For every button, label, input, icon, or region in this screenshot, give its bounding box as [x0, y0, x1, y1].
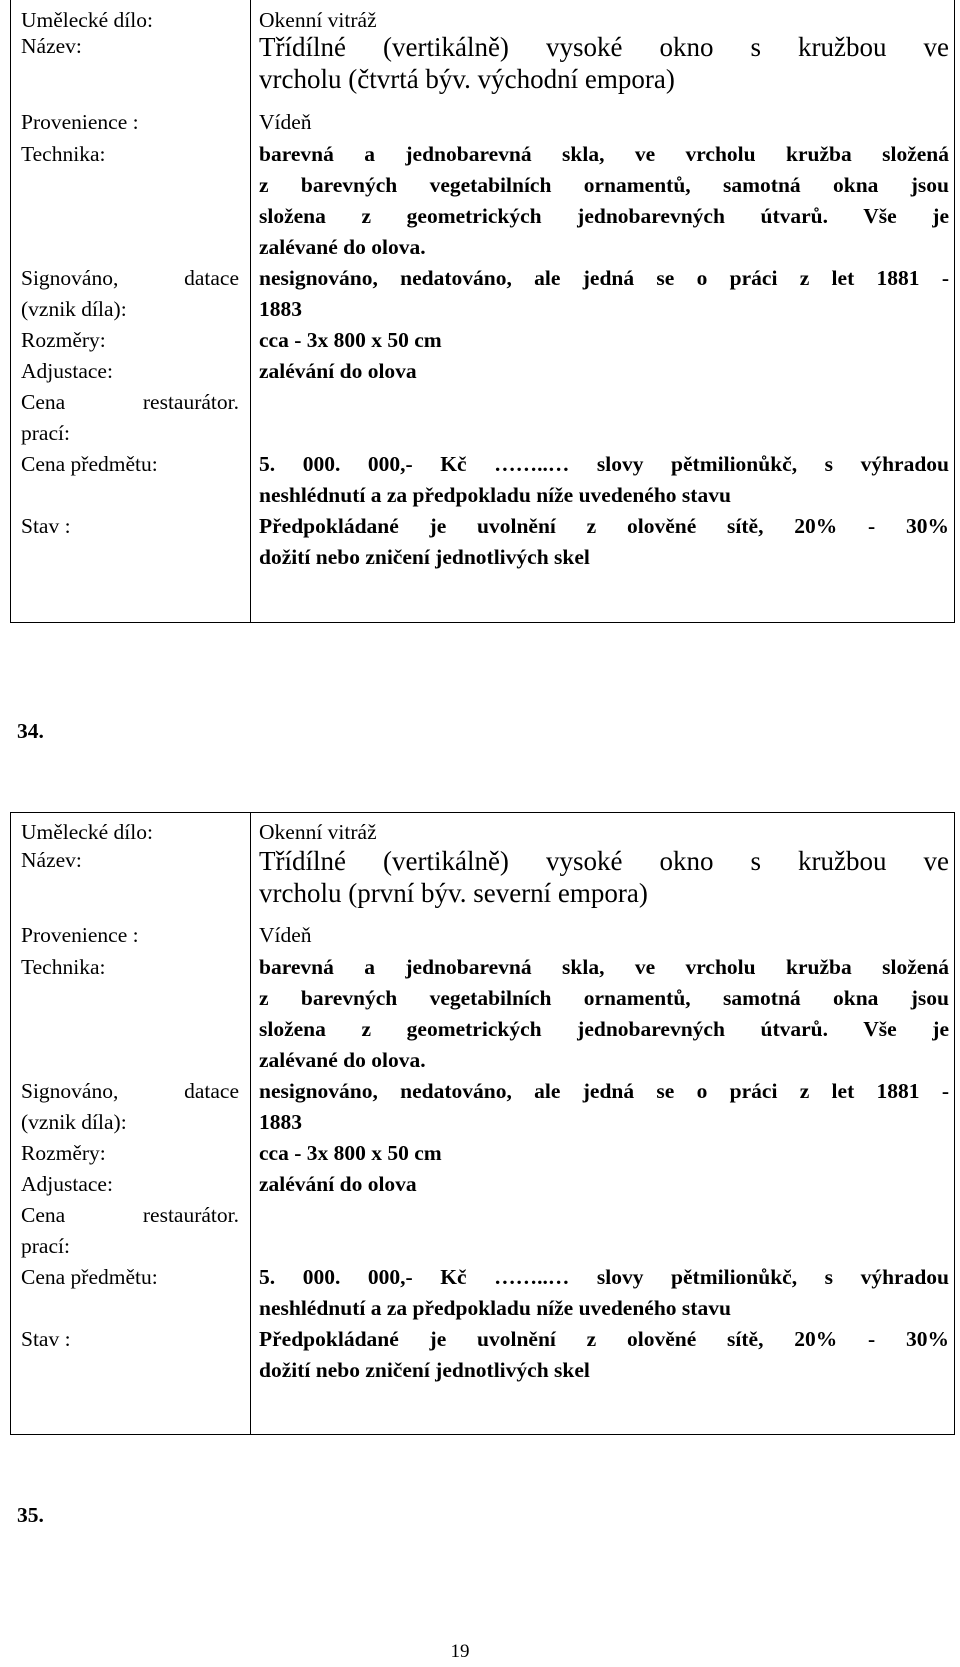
value-name-line1: Třídílné (vertikálně) vysoké okno s kružbou ve	[259, 846, 949, 876]
label-restoration-price-line2: prací:	[21, 1234, 70, 1258]
value-technique-line4: zalévané do olova.	[259, 235, 426, 259]
value-item-price-line2: neshlédnutí a za předpokladu níže uvedeného stavu	[259, 483, 731, 507]
value-technique-line1: barevná a jednobarevná skla, ve vrcholu kružba složená	[259, 955, 949, 979]
value-condition-line2: dožití nebo zničení jednotlivých skel	[259, 545, 590, 569]
value-provenance: Vídeň	[259, 110, 312, 134]
label-artwork: Umělecké dílo:	[21, 820, 153, 844]
page-number: 19	[450, 1641, 470, 1662]
value-signed	[259, 1076, 949, 1138]
value-item-price-line1: 5. 000. 000,- Kč ……..… slovy pětmilionůkč, s výhradou	[259, 1265, 949, 1289]
label-name: Název:	[21, 34, 82, 58]
value-adjustment: zalévání do olova	[259, 1172, 417, 1196]
label-signed-line2: (vznik díla):	[21, 1110, 127, 1134]
label-provenance: Provenience :	[21, 110, 139, 134]
value-artwork: Okenní vitráž	[259, 820, 377, 844]
value-item-price	[259, 1262, 949, 1324]
value-dimensions: cca - 3x 800 x 50 cm	[259, 328, 442, 352]
value-signed-line1: nesignováno, nedatováno, ale jedná se o práci z let 1881 -	[259, 1079, 949, 1103]
value-technique-line1: barevná a jednobarevná skla, ve vrcholu kružba složená	[259, 142, 949, 166]
section-number: 34.	[17, 719, 44, 743]
label-provenance: Provenience :	[21, 923, 139, 947]
artwork-record-card	[10, 812, 955, 1435]
value-technique-line2: z barevných vegetabilních ornamentů, samotná okna jsou	[259, 986, 949, 1010]
value-condition-line1: Předpokládané je uvolnění z olověné sítě, 20% - 30%	[259, 1327, 949, 1351]
section-number: 35.	[17, 1503, 44, 1527]
value-adjustment: zalévání do olova	[259, 359, 417, 383]
value-technique	[259, 139, 949, 263]
label-restoration-price-line1: Cena restaurátor.	[21, 390, 239, 414]
value-technique-line4: zalévané do olova.	[259, 1048, 426, 1072]
label-restoration-price-line2: prací:	[21, 421, 70, 445]
label-condition: Stav :	[21, 514, 71, 538]
label-name: Název:	[21, 848, 82, 872]
value-technique-line3: složena z geometrických jednobarevných útvarů. Vše je	[259, 1017, 949, 1041]
value-condition	[259, 1324, 949, 1386]
label-signed	[21, 1076, 239, 1138]
label-restoration-price-line1: Cena restaurátor.	[21, 1203, 239, 1227]
value-condition	[259, 511, 949, 573]
label-restoration-price	[21, 1200, 239, 1262]
value-signed	[259, 263, 949, 325]
artwork-record-card	[10, 0, 955, 623]
label-signed-line2: (vznik díla):	[21, 297, 127, 321]
column-divider	[250, 0, 251, 622]
value-condition-line1: Předpokládané je uvolnění z olověné sítě, 20% - 30%	[259, 514, 949, 538]
label-artwork: Umělecké dílo:	[21, 8, 153, 32]
label-signed-line1: Signováno, datace	[21, 1079, 239, 1103]
value-dimensions: cca - 3x 800 x 50 cm	[259, 1141, 442, 1165]
value-signed-line2: 1883	[259, 297, 302, 321]
label-adjustment: Adjustace:	[21, 1172, 113, 1196]
value-artwork: Okenní vitráž	[259, 8, 377, 32]
value-name	[259, 845, 949, 909]
label-dimensions: Rozměry:	[21, 1141, 106, 1165]
value-technique	[259, 952, 949, 1076]
label-technique: Technika:	[21, 142, 106, 166]
value-technique-line2: z barevných vegetabilních ornamentů, samotná okna jsou	[259, 173, 949, 197]
value-signed-line2: 1883	[259, 1110, 302, 1134]
label-technique: Technika:	[21, 955, 106, 979]
value-name-line2: vrcholu (čtvrtá býv. východní empora)	[259, 64, 675, 94]
label-item-price: Cena předmětu:	[21, 452, 158, 476]
label-restoration-price	[21, 387, 239, 449]
value-technique-line3: složena z geometrických jednobarevných útvarů. Vše je	[259, 204, 949, 228]
value-provenance: Vídeň	[259, 923, 312, 947]
value-item-price-line2: neshlédnutí a za předpokladu níže uvedeného stavu	[259, 1296, 731, 1320]
label-adjustment: Adjustace:	[21, 359, 113, 383]
value-name-line2: vrcholu (první býv. severní empora)	[259, 878, 648, 908]
column-divider	[250, 813, 251, 1434]
value-name-line1: Třídílné (vertikálně) vysoké okno s kružbou ve	[259, 32, 949, 62]
value-name	[259, 31, 949, 95]
label-signed-line1: Signováno, datace	[21, 266, 239, 290]
value-condition-line2: dožití nebo zničení jednotlivých skel	[259, 1358, 590, 1382]
value-item-price-line1: 5. 000. 000,- Kč ……..… slovy pětmilionůkč, s výhradou	[259, 452, 949, 476]
value-item-price	[259, 449, 949, 511]
label-item-price: Cena předmětu:	[21, 1265, 158, 1289]
label-dimensions: Rozměry:	[21, 328, 106, 352]
value-signed-line1: nesignováno, nedatováno, ale jedná se o práci z let 1881 -	[259, 266, 949, 290]
label-condition: Stav :	[21, 1327, 71, 1351]
label-signed	[21, 263, 239, 325]
